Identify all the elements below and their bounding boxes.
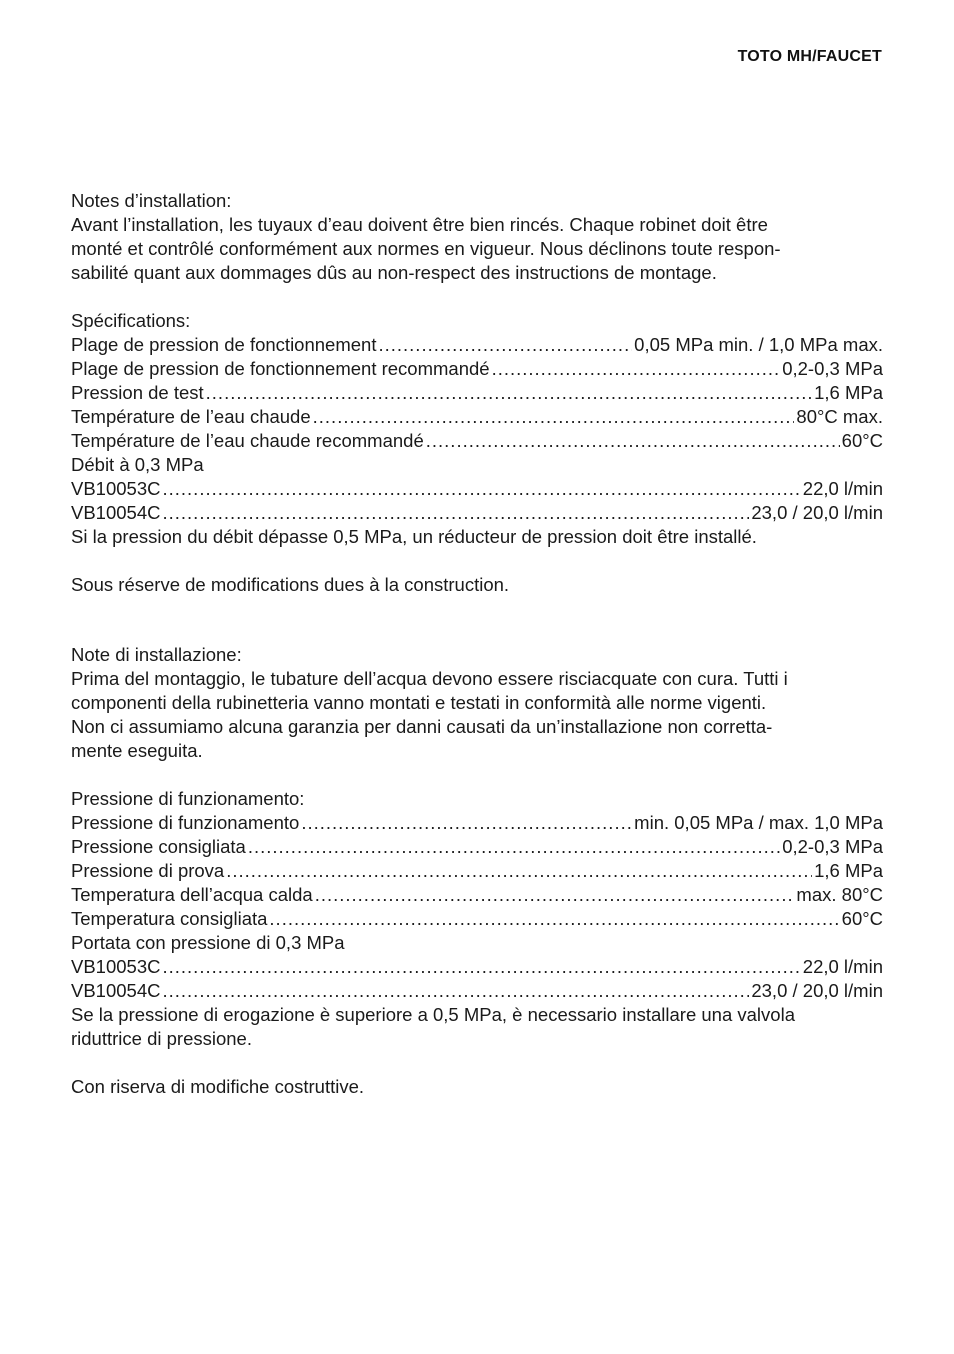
flow-model: VB10053C bbox=[71, 956, 161, 977]
dot-leader bbox=[162, 477, 800, 501]
spec-value: 0,05 MPa min. / 1,0 MPa max. bbox=[634, 334, 883, 355]
specifications-title: Spécifications: bbox=[71, 310, 191, 331]
install-notes-line: Non ci assumiamo alcuna garanzia per danni causati da un’installazione non corretta- bbox=[71, 716, 773, 737]
dot-leader bbox=[226, 859, 812, 883]
dot-leader bbox=[315, 883, 795, 907]
spec-row bbox=[71, 811, 883, 835]
install-notes-title: Note di installazione: bbox=[71, 644, 242, 665]
install-notes-line: componenti della rubinetteria vanno montati e testati in conformità alle norme vigenti. bbox=[71, 692, 767, 713]
spec-row bbox=[71, 405, 883, 429]
install-notes-line: monté et contrôlé conformément aux normes en vigueur. Nous déclinons toute respon- bbox=[71, 238, 781, 259]
spec-value: 0,2-0,3 MPa bbox=[782, 836, 883, 857]
italian-section bbox=[71, 643, 883, 1099]
install-notes-line: Prima del montaggio, le tubature dell’acqua devono essere risciacquate con cura. Tutti i bbox=[71, 668, 788, 689]
spec-row bbox=[71, 907, 883, 931]
flow-row bbox=[71, 979, 883, 1003]
reserve-note: Con riserva di modifiche costruttive. bbox=[71, 1076, 365, 1097]
spec-value: 1,6 MPa bbox=[814, 860, 883, 881]
flow-title: Portata con pressione di 0,3 MPa bbox=[71, 932, 345, 953]
french-section bbox=[71, 189, 883, 597]
pressure-note: Si la pression du débit dépasse 0,5 MPa, un réducteur de pression doit être installé. bbox=[71, 526, 757, 547]
install-notes-line: sabilité quant aux dommages dûs au non-respect des instructions de montage. bbox=[71, 262, 717, 283]
flow-row bbox=[71, 955, 883, 979]
spec-label: Pressione di prova bbox=[71, 860, 225, 881]
specifications-title: Pressione di funzionamento: bbox=[71, 788, 305, 809]
flow-value: 22,0 l/min bbox=[802, 478, 883, 499]
flow-value: 23,0 / 20,0 l/min bbox=[751, 502, 883, 523]
spec-value: 60°C bbox=[841, 908, 883, 929]
spec-row bbox=[71, 333, 883, 357]
spec-label: Pression de test bbox=[71, 382, 204, 403]
spec-label: Température de l’eau chaude bbox=[71, 406, 311, 427]
flow-model: VB10054C bbox=[71, 502, 161, 523]
spec-row bbox=[71, 357, 883, 381]
spec-label: Plage de pression de fonctionnement bbox=[71, 334, 377, 355]
spec-label: Température de l’eau chaude recommandé bbox=[71, 430, 424, 451]
spec-label: Pressione consigliata bbox=[71, 836, 246, 857]
dot-leader bbox=[162, 979, 749, 1003]
flow-value: 23,0 / 20,0 l/min bbox=[751, 980, 883, 1001]
spec-value: 0,2-0,3 MPa bbox=[782, 358, 883, 379]
flow-model: VB10053C bbox=[71, 478, 161, 499]
flow-model: VB10054C bbox=[71, 980, 161, 1001]
spec-row bbox=[71, 883, 883, 907]
dot-leader bbox=[492, 357, 781, 381]
flow-row bbox=[71, 477, 883, 501]
flow-title: Débit à 0,3 MPa bbox=[71, 454, 204, 475]
spec-value: 1,6 MPa bbox=[814, 382, 883, 403]
dot-leader bbox=[162, 955, 800, 979]
spec-row bbox=[71, 859, 883, 883]
pressure-note-line: Se la pressione di erogazione è superiore a 0,5 MPa, è necessario installare una valvola bbox=[71, 1004, 795, 1025]
spec-value: min. 0,05 MPa / max. 1,0 MPa bbox=[634, 812, 883, 833]
dot-leader bbox=[426, 429, 840, 453]
dot-leader bbox=[269, 907, 839, 931]
reserve-note: Sous réserve de modifications dues à la construction. bbox=[71, 574, 510, 595]
install-notes-line: mente eseguita. bbox=[71, 740, 203, 761]
spec-value: max. 80°C bbox=[796, 884, 883, 905]
spec-row bbox=[71, 835, 883, 859]
flow-row bbox=[71, 501, 883, 525]
spec-label: Pressione di funzionamento bbox=[71, 812, 300, 833]
spec-row bbox=[71, 429, 883, 453]
pressure-note-line: riduttrice di pressione. bbox=[71, 1028, 252, 1049]
document-header-title: TOTO MH/FAUCET bbox=[737, 48, 882, 65]
dot-leader bbox=[301, 811, 632, 835]
spec-row bbox=[71, 381, 883, 405]
install-notes-line: Avant l’installation, les tuyaux d’eau doivent être bien rincés. Chaque robinet doit être bbox=[71, 214, 768, 235]
spec-value: 60°C bbox=[841, 430, 883, 451]
spec-label: Temperatura consigliata bbox=[71, 908, 268, 929]
install-notes-title: Notes d’installation: bbox=[71, 190, 232, 211]
spec-label: Plage de pression de fonctionnement recommandé bbox=[71, 358, 490, 379]
dot-leader bbox=[313, 405, 795, 429]
spec-label: Temperatura dell’acqua calda bbox=[71, 884, 313, 905]
spec-value: 80°C max. bbox=[796, 406, 883, 427]
dot-leader bbox=[162, 501, 749, 525]
dot-leader bbox=[248, 835, 780, 859]
dot-leader bbox=[206, 381, 812, 405]
flow-value: 22,0 l/min bbox=[802, 956, 883, 977]
dot-leader bbox=[378, 333, 632, 357]
